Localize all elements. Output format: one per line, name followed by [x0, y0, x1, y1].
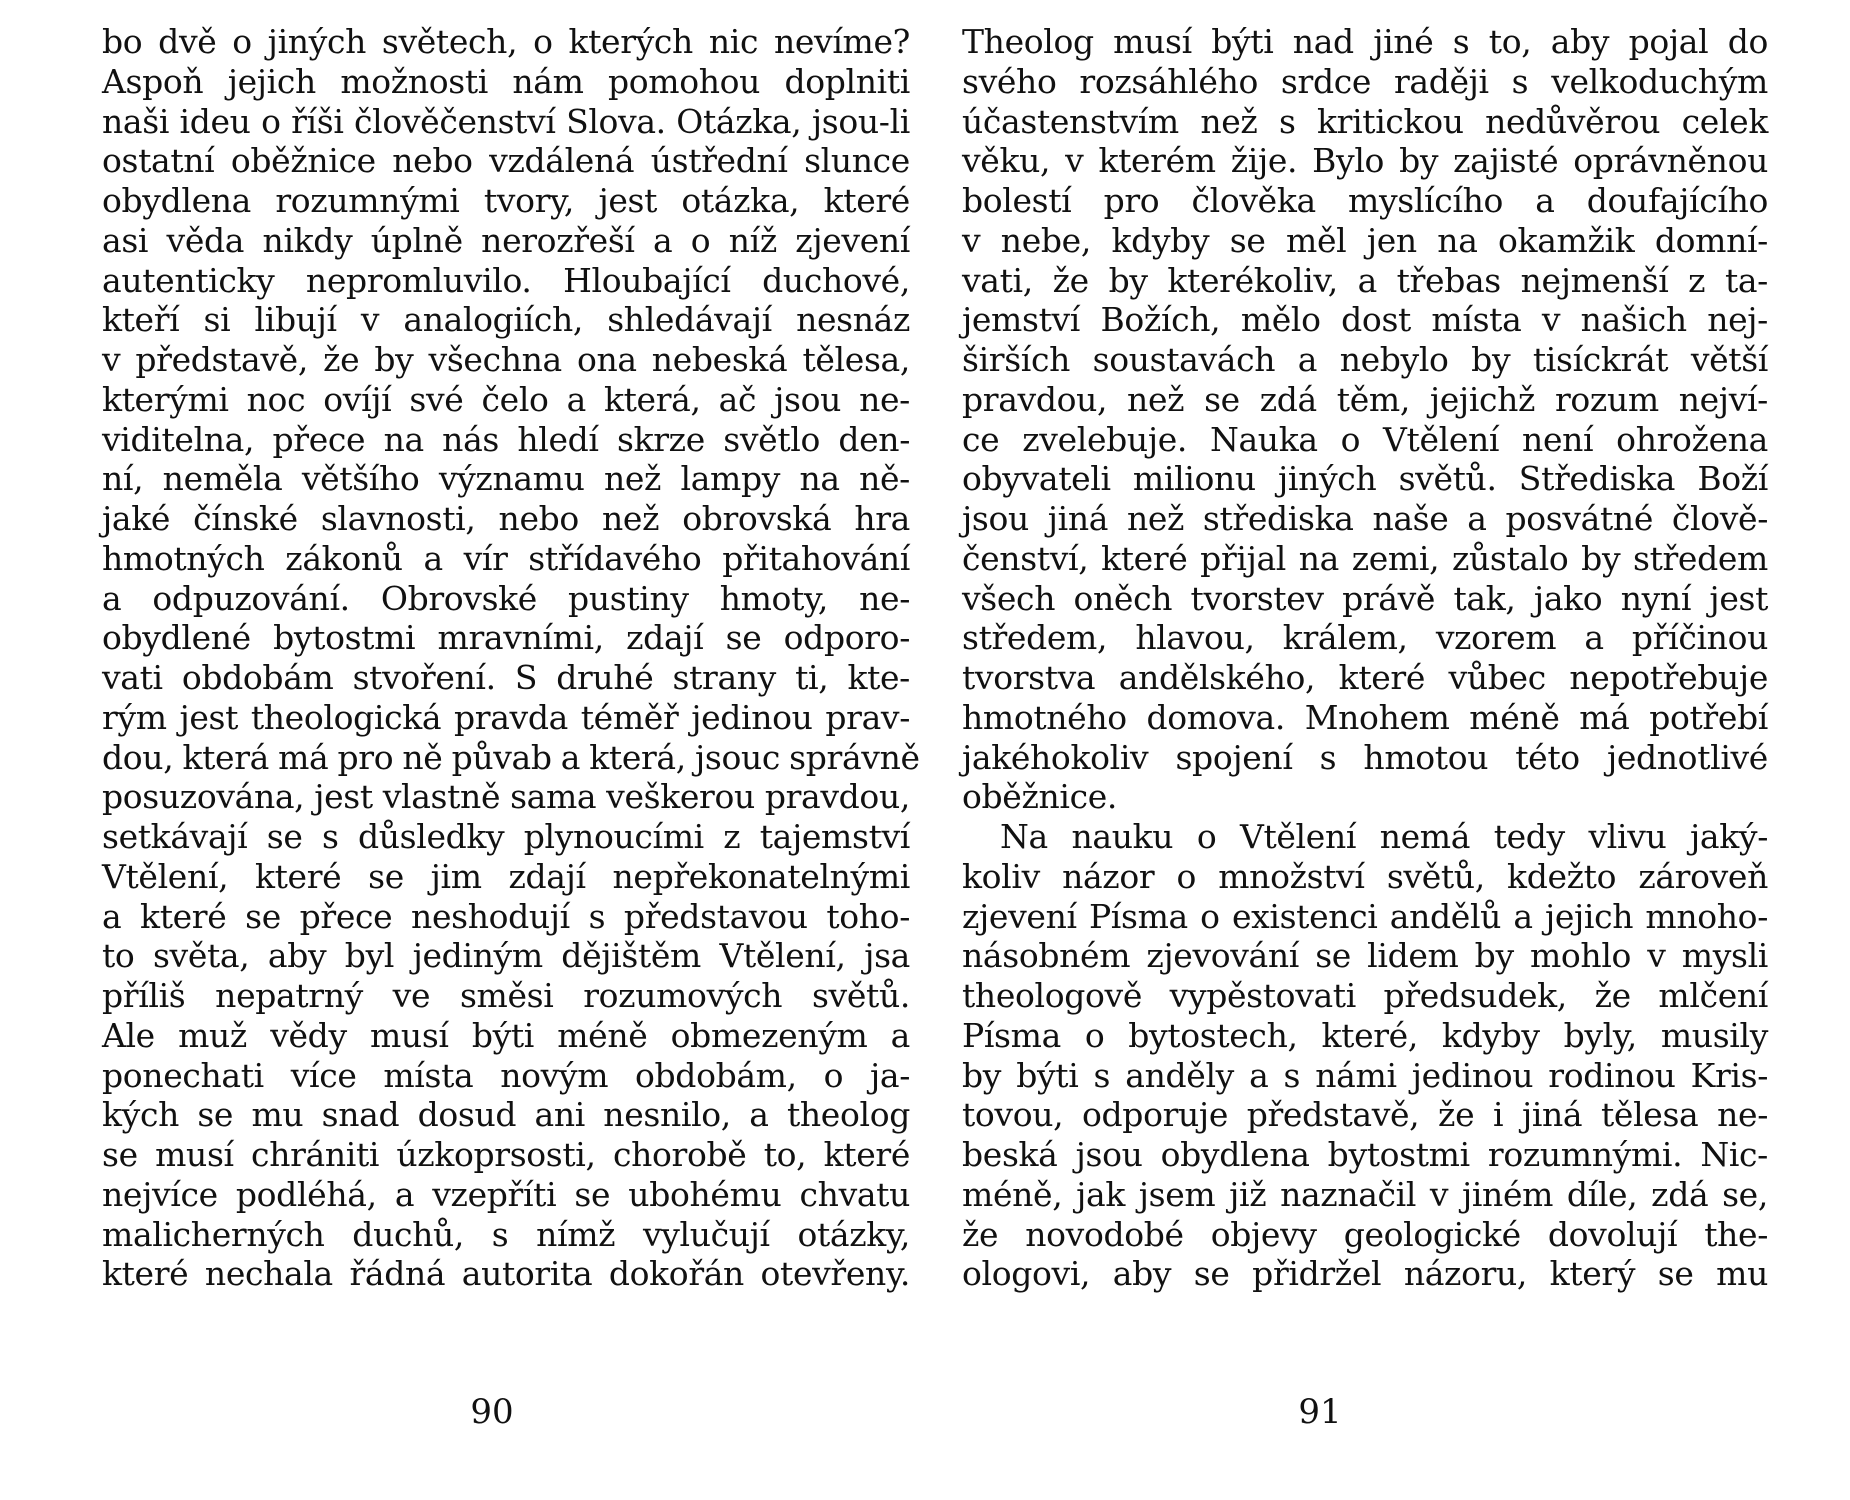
- page-number-right: 91: [1298, 1392, 1342, 1432]
- text-line: širších soustavách a nebylo by tisíckrát větší: [962, 340, 1768, 379]
- paragraph-start-line: Na nauku o Vtělení nemá tedy vlivu jaký-: [1000, 817, 1768, 856]
- text-line: méně, jak jsem již naznačil v jiném díle, zdá se,: [962, 1174, 1768, 1214]
- text-line: beská jsou obydlena bytostmi rozumnými. Nic-: [962, 1135, 1768, 1174]
- right-page: [962, 22, 1768, 1432]
- text-line: věku, v kterém žije. Bylo by zajisté oprávněnou: [962, 141, 1768, 181]
- text-line: posuzována, jest vlastně sama veškerou pravdou,: [102, 777, 910, 817]
- text-line: naši ideu o říši člověčenství Slova. Otázka, jsou-li: [102, 101, 910, 141]
- right-page-text: [962, 22, 1768, 1294]
- text-line: jsou jiná než střediska naše a posvátné člově-: [962, 499, 1768, 538]
- text-line: Písma o bytostech, které, kdyby byly, musily: [962, 1015, 1768, 1055]
- text-line: Aspoň jejich možnosti nám pomohou doplniti: [102, 61, 910, 101]
- text-line: dou, která má pro ně půvab a která, jsouc správně: [102, 737, 920, 777]
- text-line: obydlena rozumnými tvory, jest otázka, které: [102, 181, 910, 220]
- text-line: hmotného domova. Mnohem méně má potřebí: [962, 697, 1768, 737]
- text-line: rým jest theologická pravda téměř jedinou prav-: [102, 697, 910, 737]
- text-line: účastenstvím než s kritickou nedůvěrou celek: [962, 101, 1768, 141]
- text-line: a které se přece neshodují s představou toho-: [102, 896, 910, 936]
- text-line: autenticky nepromluvilo. Hloubající duchové,: [102, 260, 910, 300]
- text-line: asi věda nikdy úplně nerozřeší a o níž zjevení: [102, 220, 910, 260]
- text-line: hmotných zákonů a vír střídavého přitahování: [102, 538, 910, 578]
- text-line: oběžnice.: [962, 777, 1118, 817]
- text-line: kterými noc ovíjí své čelo a která, ač jsou ne-: [102, 379, 910, 419]
- text-line: jaké čínské slavnosti, nebo než obrovská hra: [102, 499, 910, 538]
- text-line: ponechati více místa novým obdobám, o ja-: [102, 1055, 910, 1095]
- text-line: tvorstva andělského, které vůbec nepotřebuje: [962, 658, 1768, 697]
- text-line: theologově vypěstovati předsudek, že mlčení: [962, 976, 1768, 1015]
- text-line: Ale muž vědy musí býti méně obmezeným a: [102, 1015, 910, 1055]
- text-line: setkávají se s důsledky plynoucími z tajemství: [102, 817, 910, 856]
- text-line: jemství Božích, mělo dost místa v našich nej-: [962, 300, 1768, 340]
- text-line: svého rozsáhlého srdce raději s velkoduchým: [962, 61, 1768, 101]
- text-line: Theolog musí býti nad jiné s to, aby pojal do: [962, 22, 1768, 61]
- text-line: kých se mu snad dosud ani nesnilo, a theolog: [102, 1095, 910, 1135]
- text-line: v představě, že by všechna ona nebeská tělesa,: [102, 340, 910, 379]
- text-line: násobném zjevování se lidem by mohlo v mysli: [962, 936, 1768, 976]
- text-line: čenství, které přijal na zemi, zůstalo by středem: [962, 538, 1768, 578]
- text-line: malicherných duchů, s nímž vylučují otázky,: [102, 1214, 910, 1254]
- text-line: kteří si libují v analogiích, shledávají nesnáz: [102, 300, 910, 340]
- text-line: ní, neměla většího významu než lampy na ně-: [102, 459, 910, 499]
- text-line: že novodobé objevy geologické dovolují the-: [962, 1214, 1768, 1254]
- text-line: zjevení Písma o existenci andělů a jejich mnoho-: [962, 896, 1768, 936]
- text-line: obydlené bytostmi mravními, zdají se odporo-: [102, 618, 910, 658]
- text-line: ce zvelebuje. Nauka o Vtělení není ohrožena: [962, 419, 1768, 459]
- text-line: viditelna, přece na nás hledí skrze světlo den-: [102, 419, 910, 459]
- text-line: všech oněch tvorstev právě tak, jako nyní jest: [962, 578, 1768, 618]
- text-line: jakéhokoliv spojení s hmotou této jednotlivé: [962, 737, 1768, 777]
- text-line: by býti s anděly a s námi jedinou rodinou Kris-: [962, 1055, 1768, 1095]
- text-line: bolestí pro člověka myslícího a doufajícího: [962, 181, 1768, 220]
- text-line: obyvateli milionu jiných světů. Střediska Boží: [962, 459, 1768, 499]
- text-line: které nechala řádná autorita dokořán otevřeny.: [102, 1254, 910, 1294]
- text-line: tovou, odporuje představě, že i jiná tělesa ne-: [962, 1095, 1768, 1135]
- text-line: vati, že by kterékoliv, a třebas nejmenší z ta-: [962, 260, 1768, 300]
- text-line: ologovi, aby se přidržel názoru, který se mu: [962, 1254, 1768, 1294]
- text-line: bo dvě o jiných světech, o kterých nic nevíme?: [102, 22, 910, 61]
- text-line: ostatní oběžnice nebo vzdálená ústřední slunce: [102, 141, 910, 181]
- text-line: to světa, aby byl jediným dějištěm Vtělení, jsa: [102, 936, 910, 976]
- text-line: a odpuzování. Obrovské pustiny hmoty, ne-: [102, 578, 910, 618]
- text-line: Vtělení, které se jim zdají nepřekonatelnými: [102, 856, 910, 896]
- text-line: v nebe, kdyby se měl jen na okamžik domní-: [962, 220, 1768, 260]
- page-number-left: 90: [470, 1392, 514, 1432]
- text-line: nejvíce podléhá, a vzepříti se ubohému chvatu: [102, 1174, 910, 1214]
- text-line: pravdou, než se zdá těm, jejichž rozum nejví-: [962, 379, 1768, 419]
- text-line: středem, hlavou, králem, vzorem a příčinou: [962, 618, 1768, 658]
- text-line: vati obdobám stvoření. S druhé strany ti, kte-: [102, 658, 910, 697]
- left-page-text: [102, 22, 920, 1294]
- left-page: [102, 22, 920, 1432]
- text-line: koliv názor o množství světů, kdežto zároveň: [962, 856, 1768, 896]
- text-line: se musí chrániti úzkoprsosti, chorobě to, které: [102, 1135, 910, 1174]
- text-line: příliš nepatrný ve směsi rozumových světů.: [102, 976, 910, 1015]
